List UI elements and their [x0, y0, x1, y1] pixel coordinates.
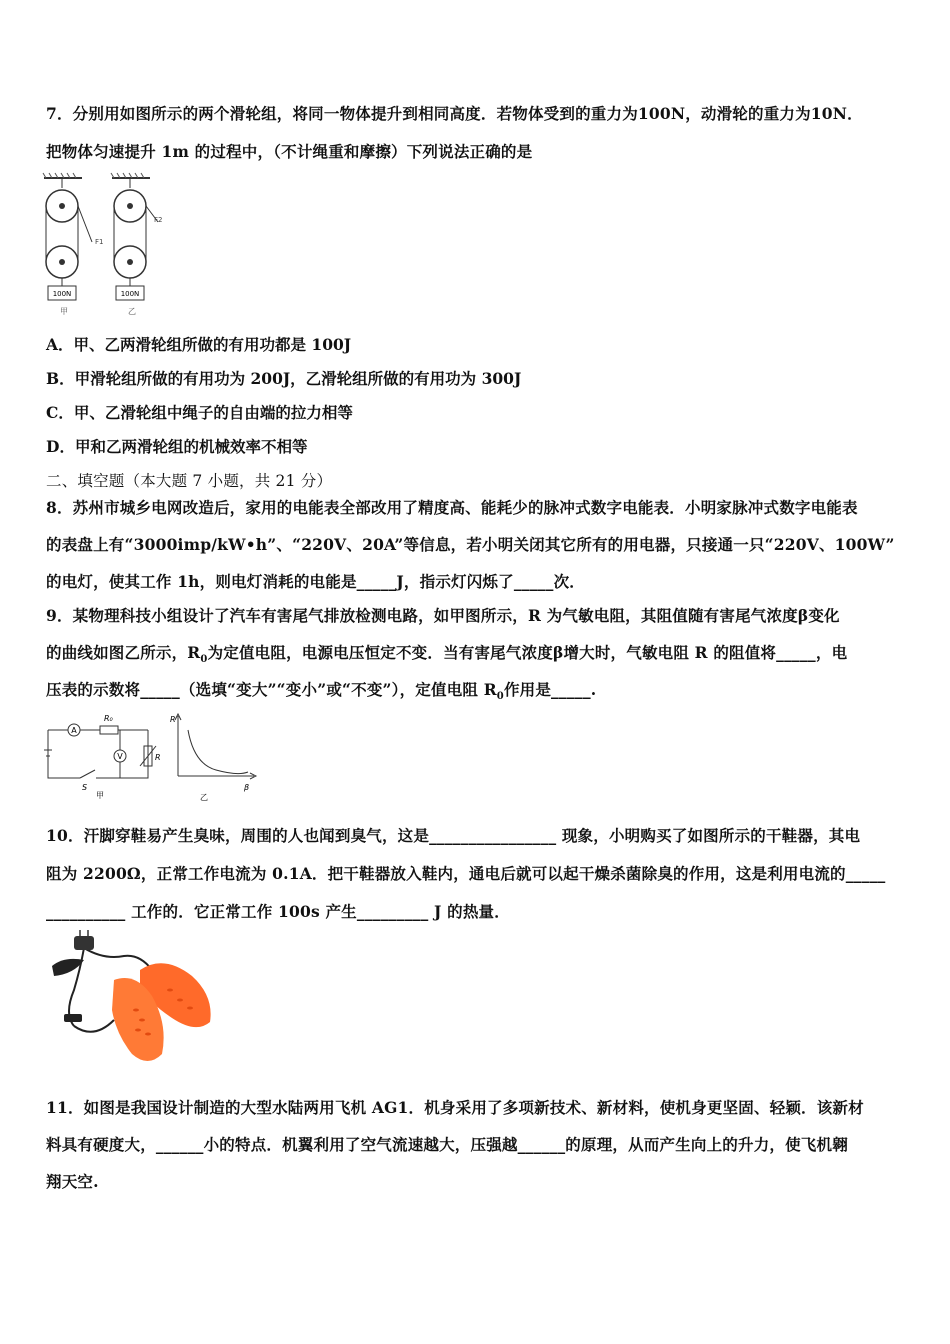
voltmeter-label: V: [117, 752, 123, 761]
q11-line-3: 翔天空.: [46, 1172, 99, 1191]
q9-line-2: 的曲线如图乙所示，$R_0$为定值电阻，电源电压恒定不变．当有害尾气浓度β增大时，气敏电阻 R 的阻值将_____，电: [46, 643, 848, 666]
circuit-figure: [40, 706, 262, 804]
graph-yi: [175, 714, 256, 779]
q9-line-3: 压表的示数将_____（选填“变大”“变小”或“不变”），定值电阻 $R_0$作用是_____.: [46, 680, 597, 703]
yi-weight-label: 100N: [120, 290, 140, 298]
graph-caption-yi: 乙: [200, 793, 208, 802]
q7-option-c: C．甲、乙滑轮组中绳子的自由端的拉力相等: [46, 403, 353, 422]
q10-line-1: 10．汗脚穿鞋易产生臭味，周围的人也闻到臭气，这是________________ 现象，小明购买了如图所示的干鞋器，其电: [46, 826, 861, 845]
pulley-jia: [43, 173, 103, 316]
circuit-caption-jia: 甲: [96, 791, 104, 800]
pulley-figure: [40, 172, 190, 320]
graph-y-axis-label: R: [170, 715, 176, 724]
ammeter-label: A: [71, 726, 77, 735]
q7-option-a: A．甲、乙两滑轮组所做的有用功都是 100J: [46, 335, 352, 354]
q7-line-2: 把物体匀速提升 1m 的过程中，（不计绳重和摩擦）下列说法正确的是: [46, 142, 533, 161]
graph-x-axis-label: β: [244, 783, 250, 792]
yi-caption: 乙: [128, 307, 136, 316]
r-label: R: [155, 753, 161, 762]
yi-force-label: F2: [154, 216, 163, 224]
q7-option-b: B．甲滑轮组所做的有用功为 200J，乙滑轮组所做的有用功为 300J: [46, 369, 522, 388]
r0-label: R₀: [104, 714, 113, 723]
q9-line-1: 9．某物理科技小组设计了汽车有害尾气排放检测电路，如甲图所示，R 为气敏电阻，其阻值随有害尾气浓度β变化: [46, 606, 840, 625]
q11-line-2: 料具有硬度大，______小的特点．机翼利用了空气流速越大，压强越______的原理，从而产生向上的升力，使飞机翱: [46, 1135, 848, 1154]
q7-line-1: 7．分别用如图所示的两个滑轮组，将同一物体提升到相同高度．若物体受到的重力为100N，动滑轮的重力为10N．: [46, 104, 863, 123]
q7-option-d: D．甲和乙两滑轮组的机械效率不相等: [46, 437, 308, 456]
pulley-yi: [111, 173, 162, 316]
q11-line-1: 11．如图是我国设计制造的大型水陆两用飞机 AG1．机身采用了多项新技术、新材料，使机身更坚固、轻颖．该新材: [46, 1098, 864, 1117]
q8-line-3: 的电灯，使其工作 1h，则电灯消耗的电能是_____J，指示灯闪烁了_____次．: [46, 572, 585, 591]
circuit-diagram-jia: [44, 724, 156, 778]
section-2-heading: 二、填空题（本大题 7 小题，共 21 分）: [46, 472, 333, 490]
q8-line-1: 8．苏州市城乡电网改造后，家用的电能表全部改用了精度高、能耗少的脉冲式数字电能表．小明家脉冲式数字电能表: [46, 498, 858, 517]
q8-line-2: 的表盘上有“3000imp/kW•h”、“220V、20A”等信息，若小明关闭其它所有的用电器，只接通一只“220V、100W”: [46, 535, 895, 554]
switch-label: S: [82, 783, 88, 792]
shoe-dryer-photo: [44, 930, 216, 1070]
jia-force-label: F1: [95, 238, 104, 246]
jia-caption: 甲: [60, 307, 68, 316]
q10-line-2: 阻为 2200Ω，正常工作电流为 0.1A．把干鞋器放入鞋内，通电后就可以起干燥杀菌除臭的作用，这是利用电流的_____: [46, 864, 886, 883]
q10-line-3: __________ 工作的．它正常工作 100s 产生_________ J 的热量．: [46, 902, 510, 921]
jia-weight-label: 100N: [52, 290, 72, 298]
